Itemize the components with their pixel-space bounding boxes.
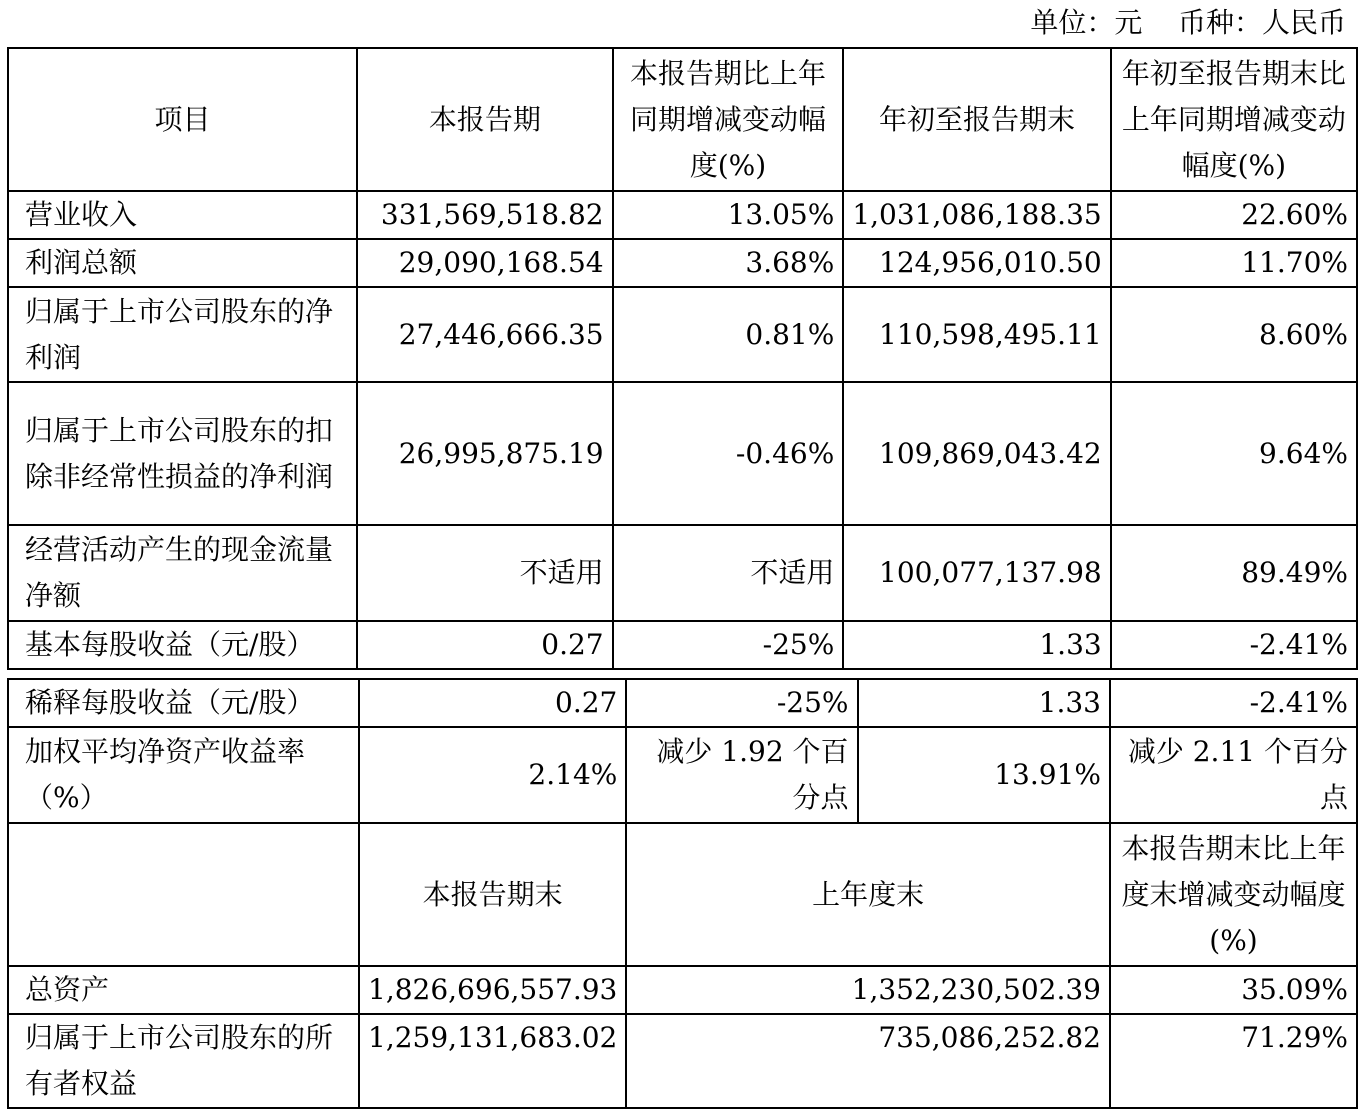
table-row	[8, 966, 1357, 1014]
header-current-period: 本报告期	[357, 48, 613, 191]
cell-ytd: 109,869,043.42	[843, 382, 1110, 525]
cell-current: 29,090,168.54	[357, 239, 613, 287]
cell-current: 26,995,875.19	[357, 382, 613, 525]
cell-ytd-change: 11.70%	[1111, 239, 1357, 287]
cell-ytd-change: 9.64%	[1111, 382, 1357, 525]
table-row	[8, 191, 1357, 239]
header-ytd: 年初至报告期末	[843, 48, 1110, 191]
header-period-end: 本报告期末	[359, 823, 626, 966]
cell-current: 不适用	[357, 525, 613, 621]
cell-ytd: 110,598,495.11	[843, 287, 1110, 382]
cell-balance-change: 71.29%	[1110, 1014, 1357, 1108]
cell-ytd-change: 8.60%	[1111, 287, 1357, 382]
cell-prev-year-end: 1,352,230,502.39	[626, 966, 1110, 1014]
row-item: 总资产	[8, 966, 359, 1014]
cell-ytd-change: -2.41%	[1111, 621, 1357, 669]
row-item: 营业收入	[8, 191, 357, 239]
header-item: 项目	[8, 48, 357, 191]
cell-current: 27,446,666.35	[357, 287, 613, 382]
financial-table-part2	[7, 678, 1358, 1109]
cell-current: 0.27	[359, 679, 626, 727]
cell-period-end: 1,826,696,557.93	[359, 966, 626, 1014]
cell-current-change: 减少 1.92 个百分点	[626, 727, 857, 823]
table-row	[8, 727, 1357, 823]
table-row	[8, 1014, 1357, 1108]
cell-period-end: 1,259,131,683.02	[359, 1014, 626, 1108]
cell-current-change: 13.05%	[613, 191, 844, 239]
cell-ytd: 1.33	[843, 621, 1110, 669]
row-item: 归属于上市公司股东的所有者权益	[8, 1014, 359, 1108]
cell-current-change: -25%	[626, 679, 857, 727]
cell-ytd: 13.91%	[858, 727, 1110, 823]
cell-current-change: 0.81%	[613, 287, 844, 382]
header-prev-year-end: 上年度末	[626, 823, 1110, 966]
row-item: 归属于上市公司股东的净利润	[8, 287, 357, 382]
cell-current-change: 3.68%	[613, 239, 844, 287]
cell-ytd: 100,077,137.98	[843, 525, 1110, 621]
cell-prev-year-end: 735,086,252.82	[626, 1014, 1110, 1108]
cell-ytd-change: 89.49%	[1111, 525, 1357, 621]
table-row	[8, 679, 1357, 727]
cell-ytd: 1.33	[858, 679, 1110, 727]
row-item: 利润总额	[8, 239, 357, 287]
row-item: 稀释每股收益（元/股）	[8, 679, 359, 727]
row-item: 归属于上市公司股东的扣除非经常性损益的净利润	[8, 382, 357, 525]
row-item: 经营活动产生的现金流量净额	[8, 525, 357, 621]
cell-ytd-change: 减少 2.11 个百分点	[1110, 727, 1357, 823]
cell-ytd-change: 22.60%	[1111, 191, 1357, 239]
unit-currency-note: 单位：元 币种：人民币	[1030, 6, 1346, 39]
cell-current-change: -0.46%	[613, 382, 844, 525]
table-row	[8, 287, 1357, 382]
row-item: 加权平均净资产收益率（%）	[8, 727, 359, 823]
financial-table-part1	[7, 47, 1358, 670]
cell-current: 2.14%	[359, 727, 626, 823]
cell-current-change: 不适用	[613, 525, 844, 621]
cell-current: 331,569,518.82	[357, 191, 613, 239]
cell-ytd: 1,031,086,188.35	[843, 191, 1110, 239]
header-item-blank	[8, 823, 359, 966]
header-current-change: 本报告期比上年同期增减变动幅度(%)	[613, 48, 844, 191]
table-row	[8, 525, 1357, 621]
row-item: 基本每股收益（元/股）	[8, 621, 357, 669]
table-row	[8, 621, 1357, 669]
table-row	[8, 382, 1357, 525]
header-ytd-change: 年初至报告期末比上年同期增减变动幅度(%)	[1111, 48, 1357, 191]
table-row	[8, 239, 1357, 287]
cell-balance-change: 35.09%	[1110, 966, 1357, 1014]
header-row	[8, 48, 1357, 191]
cell-current-change: -25%	[613, 621, 844, 669]
header-balance-change: 本报告期末比上年度末增减变动幅度(%)	[1110, 823, 1357, 966]
cell-current: 0.27	[357, 621, 613, 669]
cell-ytd-change: -2.41%	[1110, 679, 1357, 727]
header-row-balance	[8, 823, 1357, 966]
cell-ytd: 124,956,010.50	[843, 239, 1110, 287]
